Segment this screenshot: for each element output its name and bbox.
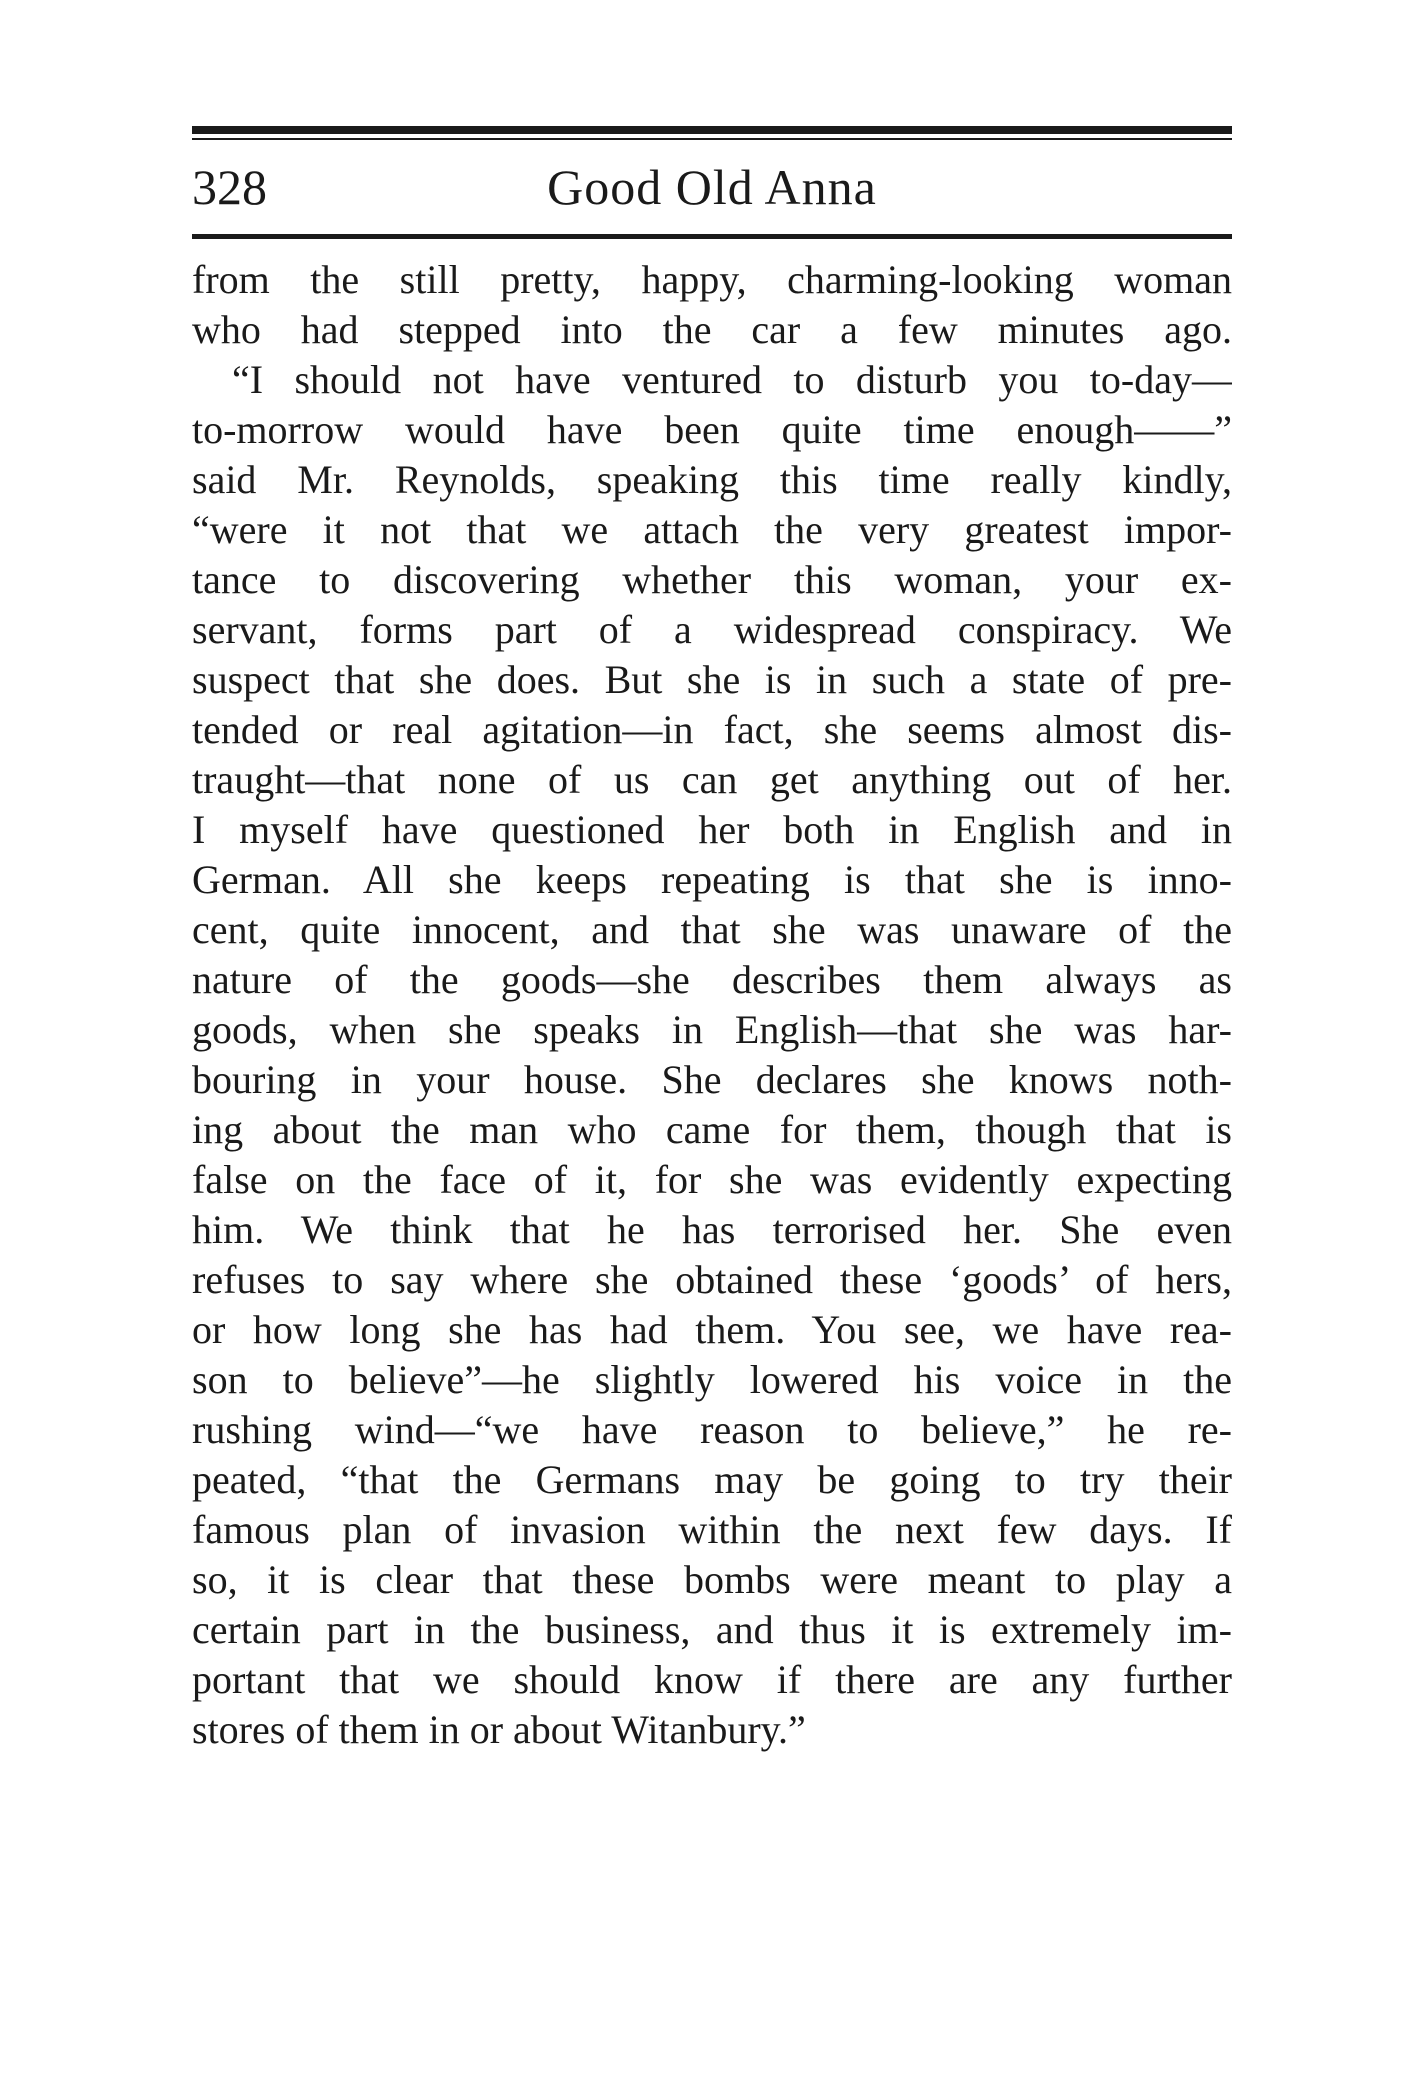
running-title: Good Old Anna	[547, 159, 877, 215]
book-page	[192, 126, 1232, 1755]
page-number: 328	[192, 159, 267, 215]
text-line: cent, quite innocent, and that she was unaware of the	[192, 907, 1232, 952]
text-line: famous plan of invasion within the next few days. If	[192, 1507, 1232, 1552]
text-line: false on the face of it, for she was evidently expecting	[192, 1157, 1232, 1202]
text-line: “I should not have ventured to disturb you to-day—	[232, 357, 1232, 402]
text-line: I myself have questioned her both in English and in	[192, 807, 1232, 852]
text-line: to-morrow would have been quite time enough——”	[192, 407, 1232, 452]
text-line: suspect that she does. But she is in such a state of pre-	[192, 657, 1232, 702]
text-line: certain part in the business, and thus it is extremely im-	[192, 1607, 1232, 1652]
text-line: or how long she has had them. You see, we have rea-	[192, 1307, 1232, 1352]
text-line: ing about the man who came for them, though that is	[192, 1107, 1232, 1152]
text-line: “were it not that we attach the very greatest impor-	[192, 507, 1232, 552]
text-line: so, it is clear that these bombs were meant to play a	[192, 1557, 1232, 1602]
text-line: said Mr. Reynolds, speaking this time really kindly,	[192, 457, 1232, 502]
header-rule-thin	[192, 138, 1232, 140]
text-line: German. All she keeps repeating is that she is inno-	[192, 857, 1232, 902]
text-line: who had stepped into the car a few minutes ago.	[192, 307, 1232, 352]
text-line: tance to discovering whether this woman, your ex-	[192, 557, 1232, 602]
text-line: from the still pretty, happy, charming-looking woman	[192, 257, 1232, 302]
text-line: nature of the goods—she describes them always as	[192, 957, 1232, 1002]
text-line: traught—that none of us can get anything out of her.	[192, 757, 1232, 802]
text-line: goods, when she speaks in English—that she was har-	[192, 1007, 1232, 1052]
text-line: tended or real agitation—in fact, she seems almost dis-	[192, 707, 1232, 752]
body-text	[192, 255, 1232, 1755]
text-line: son to believe”—he slightly lowered his voice in the	[192, 1357, 1232, 1402]
text-line: peated, “that the Germans may be going to try their	[192, 1457, 1232, 1502]
running-header	[192, 154, 1232, 220]
text-line: stores of them in or about Witanbury.”	[192, 1707, 806, 1752]
text-line: servant, forms part of a widespread conspiracy. We	[192, 607, 1232, 652]
text-line: bouring in your house. She declares she knows noth-	[192, 1057, 1232, 1102]
header-rule-bottom	[192, 234, 1232, 239]
text-line: portant that we should know if there are any further	[192, 1657, 1232, 1702]
text-line: refuses to say where she obtained these ‘goods’ of hers,	[192, 1257, 1232, 1302]
text-line: rushing wind—“we have reason to believe,” he re-	[192, 1407, 1232, 1452]
text-line: him. We think that he has terrorised her. She even	[192, 1207, 1232, 1252]
header-rule-thick	[192, 126, 1232, 134]
